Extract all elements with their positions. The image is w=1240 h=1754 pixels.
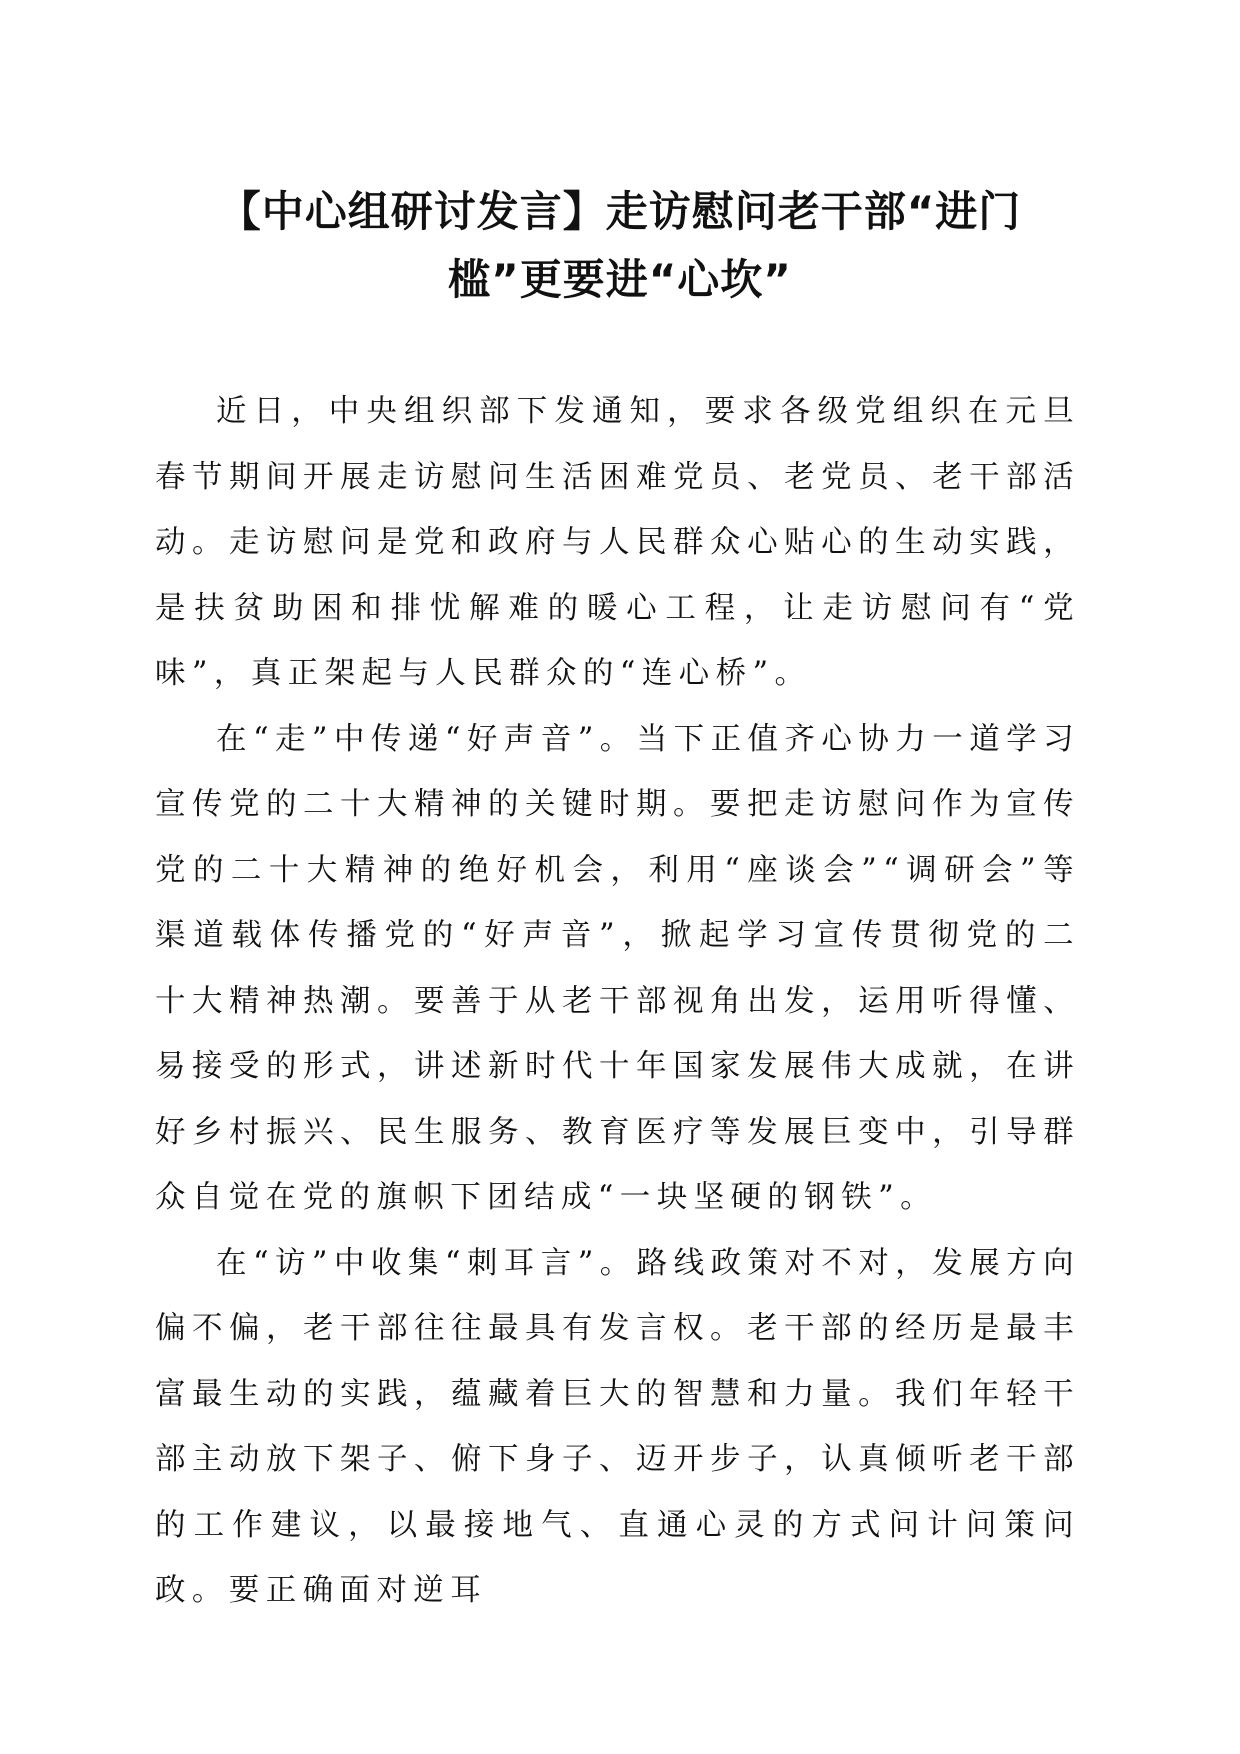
document-title	[150, 178, 1090, 314]
paragraph-walk: 在“走”中传递“好声音”。当下正值齐心协力一道学习宣传党的二十大精神的关键时期。要把走访慰问作为宣传党的二十大精神的绝好机会，利用“座谈会”“调研会”等渠道载体传播党的“好声音”，掀起学习宣传贯彻党的二十大精神热潮。要善于从老干部视角出发，运用听得懂、易接受的形式，讲述新时代十年国家发展伟大成就，在讲好乡村振兴、民生服务、教育医疗等发展巨变中，引导群众自觉在党的旗帜下团结成“一块坚硬的钢铁”。	[155, 721, 1080, 1215]
title-line-1: 【中心组研讨发言】走访慰问老干部“进门	[218, 187, 1022, 236]
title-line-2: 槛”更要进“心坎”	[448, 255, 792, 304]
paragraph-intro: 近日，中央组织部下发通知，要求各级党组织在元旦春节期间开展走访慰问生活困难党员、老党员、老干部活动。走访慰问是党和政府与人民群众心贴心的生动实践，是扶贫助困和排忧解难的暖心工程，让走访慰问有“党味”，真正架起与人民群众的“连心桥”。	[155, 394, 1080, 691]
document-body	[155, 379, 1080, 1624]
paragraph-visit: 在“访”中收集“刺耳言”。路线政策对不对，发展方向偏不偏，老干部往往最具有发言权。老干部的经历是最丰富最生动的实践，蕴藏着巨大的智慧和力量。我们年轻干部主动放下架子、俯下身子、迈开步子，认真倾听老干部的工作建议，以最接地气、直通心灵的方式问计问策问政。要正确面对逆耳	[155, 1245, 1080, 1608]
